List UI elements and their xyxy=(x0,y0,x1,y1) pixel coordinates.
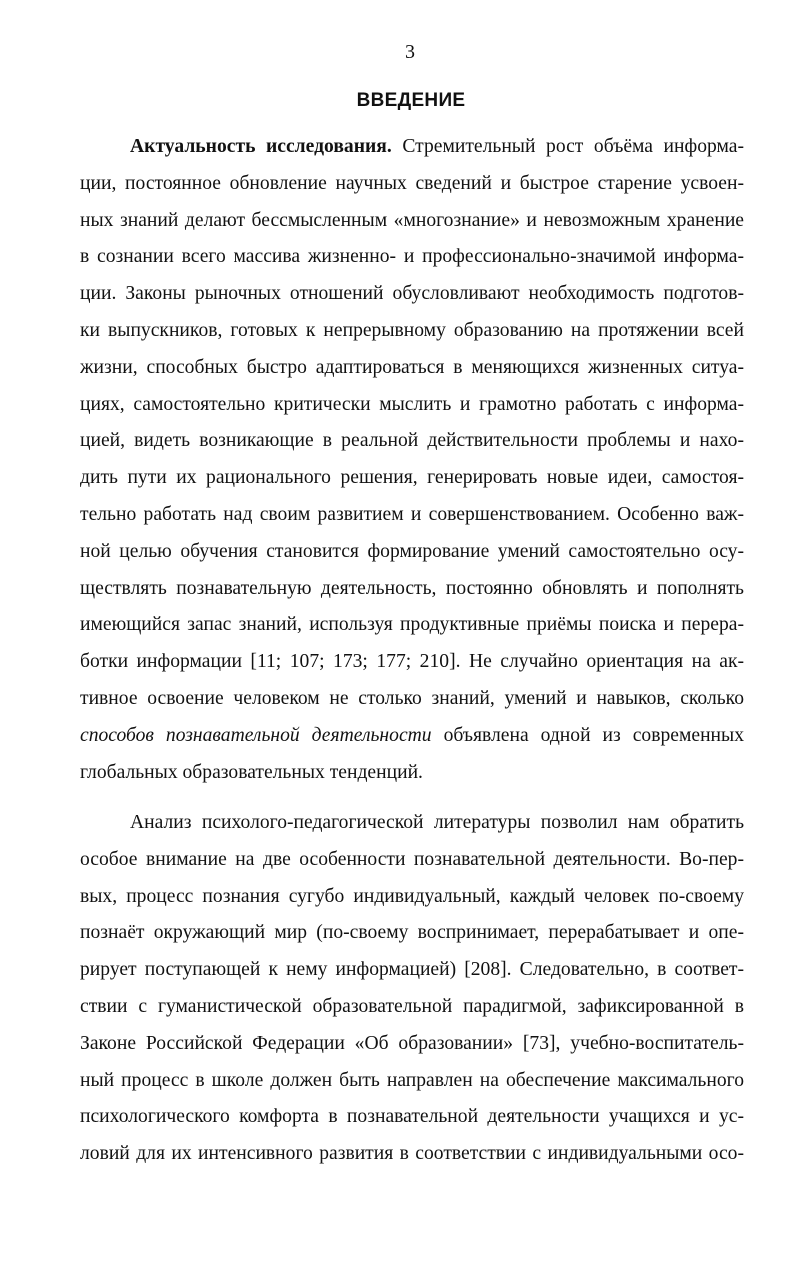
paragraph-line: рирует поступающей к нему информацией) [208]. Следовательно, в соответ- xyxy=(80,959,744,981)
paragraph-line: тивное освоение человеком не столько знаний, умений и навыков, сколько xyxy=(80,687,744,709)
paragraph-line: дить пути их рационального решения, генерировать новые идеи, самостоя- xyxy=(80,467,744,489)
paragraph-line: цией, видеть возникающие в реальной действительности проблемы и нахо- xyxy=(80,430,744,452)
paragraph-line: тельно работать над своим развитием и совершенствованием. Особенно важ- xyxy=(80,503,744,525)
paragraph-relevance xyxy=(80,129,744,791)
line-text: объявлена одной из современных xyxy=(431,724,744,746)
page-number: 3 xyxy=(405,41,415,63)
paragraph-line: в сознании всего массива жизненно- и профессионально-значимой информа- xyxy=(80,246,744,268)
paragraph-line: жизни, способных быстро адаптироваться в меняющихся жизненных ситуа- xyxy=(80,356,744,378)
paragraph-line: познаёт окружающий мир (по-своему воспринимает, перерабатывает и опе- xyxy=(80,922,744,944)
paragraph-analysis xyxy=(80,805,744,1173)
paragraph-line: ции. Законы рыночных отношений обусловливают необходимость подготов- xyxy=(80,283,744,305)
paragraph-line: особое внимание на две особенности познавательной деятельности. Во-пер- xyxy=(80,848,744,870)
paragraph-line: ных знаний делают бессмысленным «многознание» и невозможным хранение xyxy=(80,209,744,231)
relevance-lead: Актуальность исследования. xyxy=(130,136,392,157)
paragraph-line: ции, постоянное обновление научных сведений и быстрое старение усвоен- xyxy=(80,172,744,194)
paragraph-line xyxy=(80,129,744,166)
paragraph-line: ществлять познавательную деятельность, постоянно обновлять и пополнять xyxy=(80,577,744,599)
italic-phrase: способов познавательной деятельности xyxy=(80,724,432,746)
paragraph-line: циях, самостоятельно критически мыслить и грамотно работать с информа- xyxy=(80,393,744,415)
paragraph-line: глобальных образовательных тенденций. xyxy=(80,761,423,783)
paragraph-line: вых, процесс познания сугубо индивидуальный, каждый человек по-своему xyxy=(80,885,744,907)
paragraph-line: психологического комфорта в познавательной деятельности учащихся и ус- xyxy=(80,1106,744,1128)
paragraph-line: ки выпускников, готовых к непрерывному образованию на протяжении всей xyxy=(80,319,744,341)
paragraph-line: имеющийся запас знаний, используя продуктивные приёмы поиска и перера- xyxy=(80,614,744,636)
section-heading: ВВЕДЕНИЕ xyxy=(356,90,466,111)
paragraph-line xyxy=(80,718,744,755)
paragraph-line: ствии с гуманистической образовательной парадигмой, зафиксированной в xyxy=(80,995,744,1017)
paragraph-line: ловий для их интенсивного развития в соответствии с индивидуальными осо- xyxy=(80,1143,744,1165)
paragraph-line: ный процесс в школе должен быть направлен на обеспечение максимального xyxy=(80,1069,744,1091)
paragraph-line: ной целью обучения становится формирование умений самостоятельно осу- xyxy=(80,540,744,562)
paragraph-line: Анализ психолого-педагогической литературы позволил нам обратить xyxy=(130,812,744,833)
line-text: Стремительный рост объёма информа- xyxy=(391,136,744,157)
paragraph-line: Законе Российской Федерации «Об образовании» [73], учебно-воспитатель- xyxy=(80,1032,744,1054)
paragraph-line: ботки информации [11; 107; 173; 177; 210]. Не случайно ориентация на ак- xyxy=(80,651,744,673)
